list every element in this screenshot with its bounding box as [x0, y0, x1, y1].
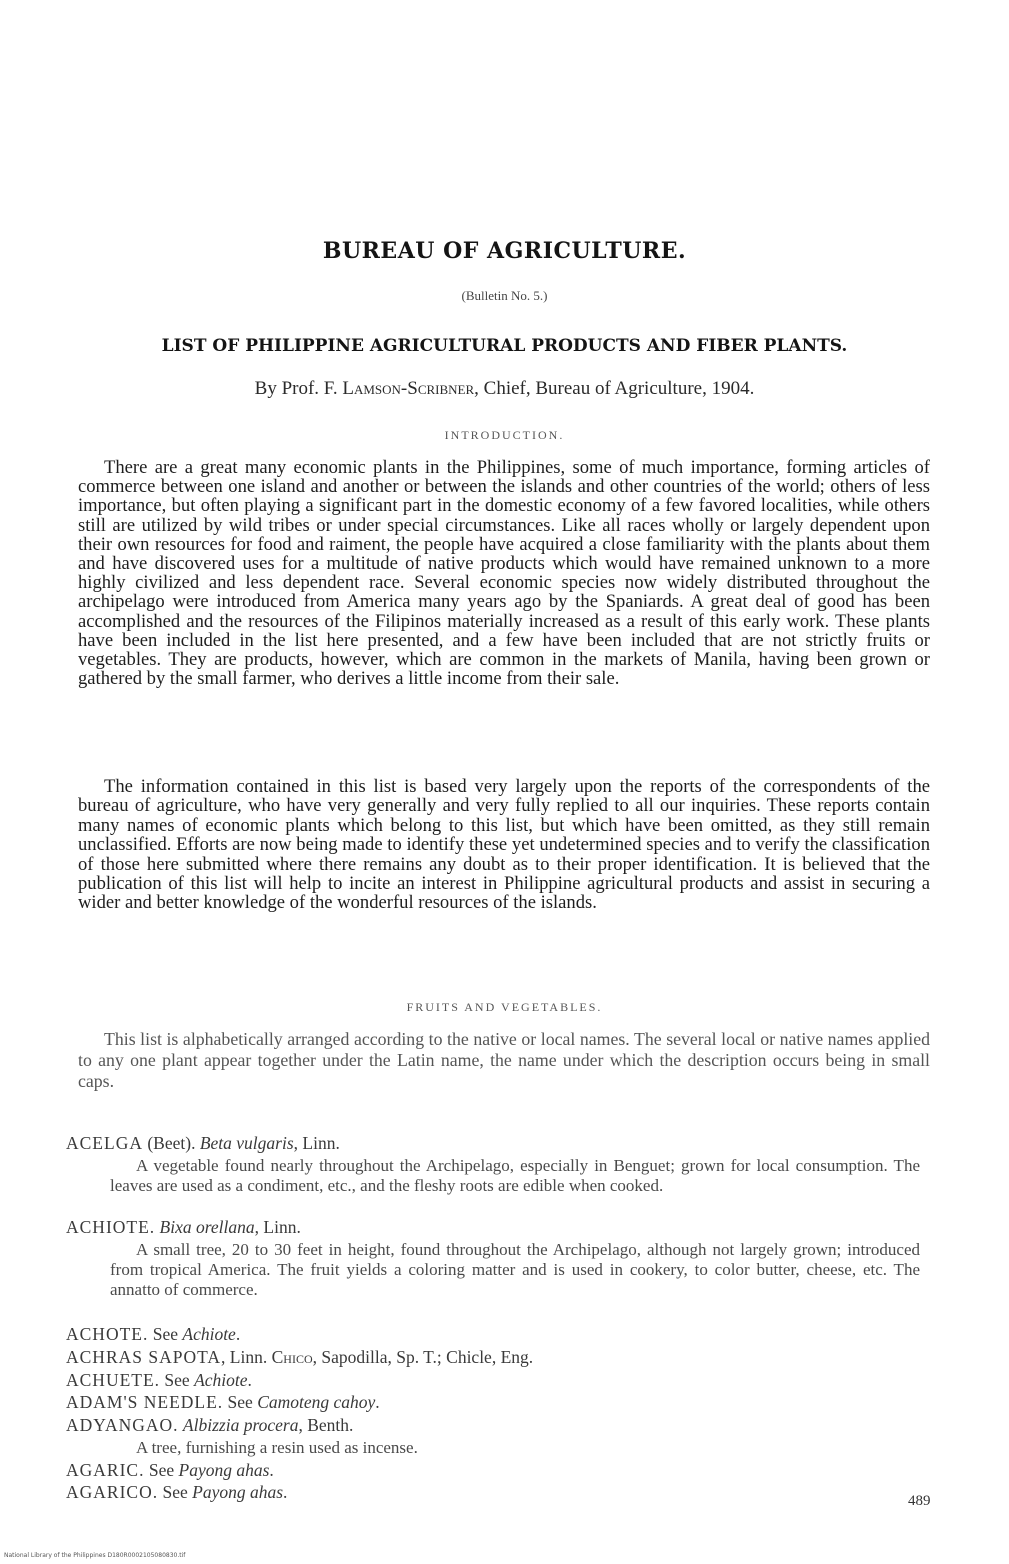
entry-latin-name: Beta vulgaris	[199, 1133, 294, 1153]
byline	[0, 378, 1009, 400]
entry-acelga	[66, 1133, 340, 1154]
entry-latin-name: Payong ahas	[192, 1482, 284, 1502]
entry-authority: .	[375, 1392, 380, 1412]
entry-latin-name: Camoteng cahoy	[257, 1392, 376, 1412]
fruits-intro-paragraph: This list is alphabetically arranged according to the native or local names. The several local or native names applied to any one plant appear together under the Latin name, the name under which the description occurs being in small caps.	[78, 1029, 930, 1091]
entry-description: A vegetable found nearly throughout the Archipelago, especially in Benguet; grown for local consumption. The leaves are used as a condiment, etc., and the fleshy roots are edible when cooked.	[110, 1156, 920, 1195]
entry-adyangao	[66, 1415, 353, 1436]
entry-authority: , Sapodilla, Sp. T.; Chicle, Eng.	[312, 1347, 534, 1367]
entry-achote	[66, 1324, 240, 1345]
entry-headword: ADYANGAO.	[66, 1415, 179, 1435]
entry-authority: , Linn.	[254, 1217, 301, 1237]
entry-achuete	[66, 1370, 252, 1391]
entry-authority: .	[269, 1460, 274, 1480]
entry-achras-sapota	[66, 1347, 533, 1368]
entry-authority: .	[235, 1324, 241, 1344]
document-subtitle: LIST OF PHILIPPINE AGRICULTURAL PRODUCTS AND FIBER PLANTS.	[161, 336, 848, 356]
fruits-vegetables-heading: FRUITS AND VEGETABLES.	[406, 1000, 603, 1014]
entry-description: A small tree, 20 to 30 feet in height, found throughout the Archipelago, although not largely grown; introduced from tropical America. The fruit yields a coloring matter and is used in cookery, to color butter, cheese, etc. The annatto of commerce.	[110, 1240, 920, 1299]
introduction-paragraph-1: There are a great many economic plants in the Philippines, some of much importance, forming articles of commerce between one island and another or between the islands and other countries of the world; others of less importance, but often playing a significant part in the domestic economy of a few favored localities, while others still are utilized by wild tribes or under special circumstances. Like all races wholly or largely dependent upon their own resources for food and raiment, the people have acquired a close familiarity with the plants about them and have discovered uses for a multitude of native products which would have remained unknown to a more highly civilized and less dependent race. Several economic species now widely distributed throughout the archipelago were introduced from America many years ago by the Spaniards. A great deal of good has been accomplished and the resources of the Filipinos materially increased as a result of this early work. These plants have been included in the list here presented, and a few have been included that are not strictly fruits or vegetables. They are products, however, which are common in the markets of Manila, having been grown or gathered by the small farmer, who derives a little income from their sale.	[78, 457, 930, 690]
byline-suffix: , Chief, Bureau of Agriculture, 1904.	[474, 378, 755, 399]
entry-latin-name: Payong ahas	[178, 1460, 270, 1480]
bulletin-number: (Bulletin No. 5.)	[461, 288, 548, 303]
scan-footer: National Library of the Philippines D180R0002105080830.tif	[4, 1552, 186, 1559]
entry-adams-needle	[66, 1392, 380, 1413]
entry-headword: ACHRAS SAPOTA	[66, 1347, 222, 1367]
entry-authority: .	[247, 1370, 252, 1390]
page-title: BUREAU OF AGRICULTURE.	[322, 238, 687, 264]
entry-authority: , Benth.	[298, 1415, 354, 1435]
entry-agarico	[66, 1482, 287, 1503]
entry-note: See	[223, 1392, 258, 1412]
entry-smallcaps-name: Chico	[271, 1347, 313, 1367]
entry-authority: , Linn.	[293, 1133, 340, 1153]
entry-authority: .	[283, 1482, 288, 1502]
entry-latin-name: Bixa orellana	[159, 1217, 255, 1237]
entry-latin-name: Albizzia procera	[182, 1415, 299, 1435]
entry-description: A tree, furnishing a resin used as incense.	[136, 1438, 418, 1457]
author-name: Lamson-Scribner	[342, 378, 475, 399]
entry-headword: AGARIC.	[66, 1460, 145, 1480]
entry-note: See	[160, 1370, 195, 1390]
entry-achiote	[66, 1217, 301, 1238]
entry-note: , Linn.	[221, 1347, 272, 1367]
introduction-heading: INTRODUCTION.	[444, 428, 565, 442]
entry-headword: ACHOTE.	[66, 1324, 149, 1344]
introduction-paragraph-2: The information contained in this list is based very largely upon the reports of the correspondents of the bureau of agriculture, who have very generally and very fully replied to all our inquiries. These reports contain many names of economic plants which belong to this list, but which have been omitted, as they still remain unclassified. Efforts are now being made to identify these yet undetermined species and to verify the classification of those here submitted where there remains any doubt as to their proper identification. It is believed that the publication of this list will help to incite an interest in Philippine agricultural products and assist in securing a wider and better knowledge of the wonderful resources of the islands.	[78, 776, 930, 914]
entry-headword: ACELGA	[66, 1133, 143, 1153]
entry-headword: AGARICO.	[66, 1482, 159, 1502]
entry-note: (Beet).	[142, 1133, 200, 1153]
entry-agaric	[66, 1460, 274, 1481]
entry-headword: ADAM'S NEEDLE.	[66, 1392, 224, 1412]
page-number: 489	[908, 1493, 931, 1509]
entry-latin-name: Achiote	[194, 1370, 248, 1390]
entry-note: See	[158, 1482, 193, 1502]
entry-note: See	[148, 1324, 183, 1344]
entry-latin-name: Achiote	[182, 1324, 236, 1344]
entry-headword: ACHUETE.	[66, 1370, 161, 1390]
entry-note: See	[144, 1460, 179, 1480]
byline-prefix: By Prof. F.	[254, 378, 343, 399]
entry-headword: ACHIOTE.	[66, 1217, 156, 1237]
